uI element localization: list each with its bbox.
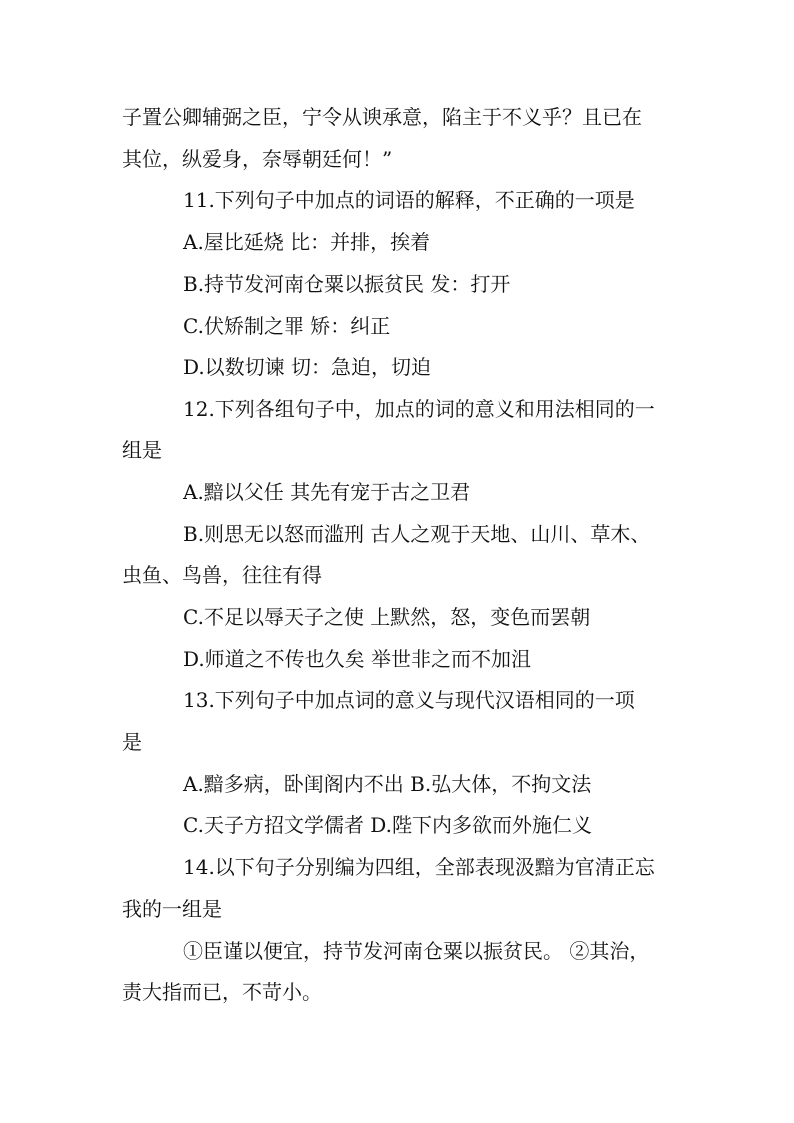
text-line: 其位，纵爱身，奈辱朝廷何！” bbox=[122, 147, 393, 171]
q12-option-b: B.则思无以怒而滥刑 古人之观于天地、山川、草木、 bbox=[183, 522, 651, 546]
q12-option-d: D.师道之不传也久矣 举世非之而不加沮 bbox=[183, 647, 532, 671]
q12-option-c: C.不足以辱天子之使 上默然，怒，变色而罢朝 bbox=[183, 605, 591, 629]
q14-items-cont: 责大指而已，不苛小。 bbox=[122, 980, 322, 1004]
question-13-stem-cont: 是 bbox=[122, 730, 142, 754]
text-line: 子置公卿辅弼之臣，宁令从谀承意，陷主于不义乎？且已在 bbox=[122, 105, 642, 129]
q13-options-cd: C.天子方招文学儒者 D.陛下内多欲而外施仁义 bbox=[183, 813, 592, 837]
q11-option-b: B.持节发河南仓粟以振贫民 发：打开 bbox=[183, 272, 511, 296]
q11-option-c: C.伏矫制之罪 矫：纠正 bbox=[183, 314, 391, 338]
q11-option-a: A.屋比延烧 比：并排，挨着 bbox=[183, 230, 431, 254]
question-14-stem-cont: 我的一组是 bbox=[122, 897, 222, 921]
question-12-stem-cont: 组是 bbox=[122, 438, 162, 462]
question-12-stem: 12.下列各组句子中，加点的词的意义和用法相同的一 bbox=[183, 397, 655, 421]
q13-options-ab: A.黯多病，卧闺阁内不出 B.弘大体，不拘文法 bbox=[183, 772, 592, 796]
question-14-stem: 14.以下句子分别编为四组，全部表现汲黯为官清正忘 bbox=[183, 855, 655, 879]
q12-option-a: A.黯以父任 其先有宠于古之卫君 bbox=[183, 480, 471, 504]
q14-items: ①臣谨以便宜，持节发河南仓粟以振贫民。 ②其治， bbox=[183, 939, 650, 963]
q12-option-b-cont: 虫鱼、鸟兽，往往有得 bbox=[122, 563, 322, 587]
question-11-stem: 11.下列句子中加点的词语的解释，不正确的一项是 bbox=[183, 188, 635, 212]
question-13-stem: 13.下列句子中加点词的意义与现代汉语相同的一项 bbox=[183, 688, 635, 712]
q11-option-d: D.以数切谏 切：急迫，切迫 bbox=[183, 355, 432, 379]
